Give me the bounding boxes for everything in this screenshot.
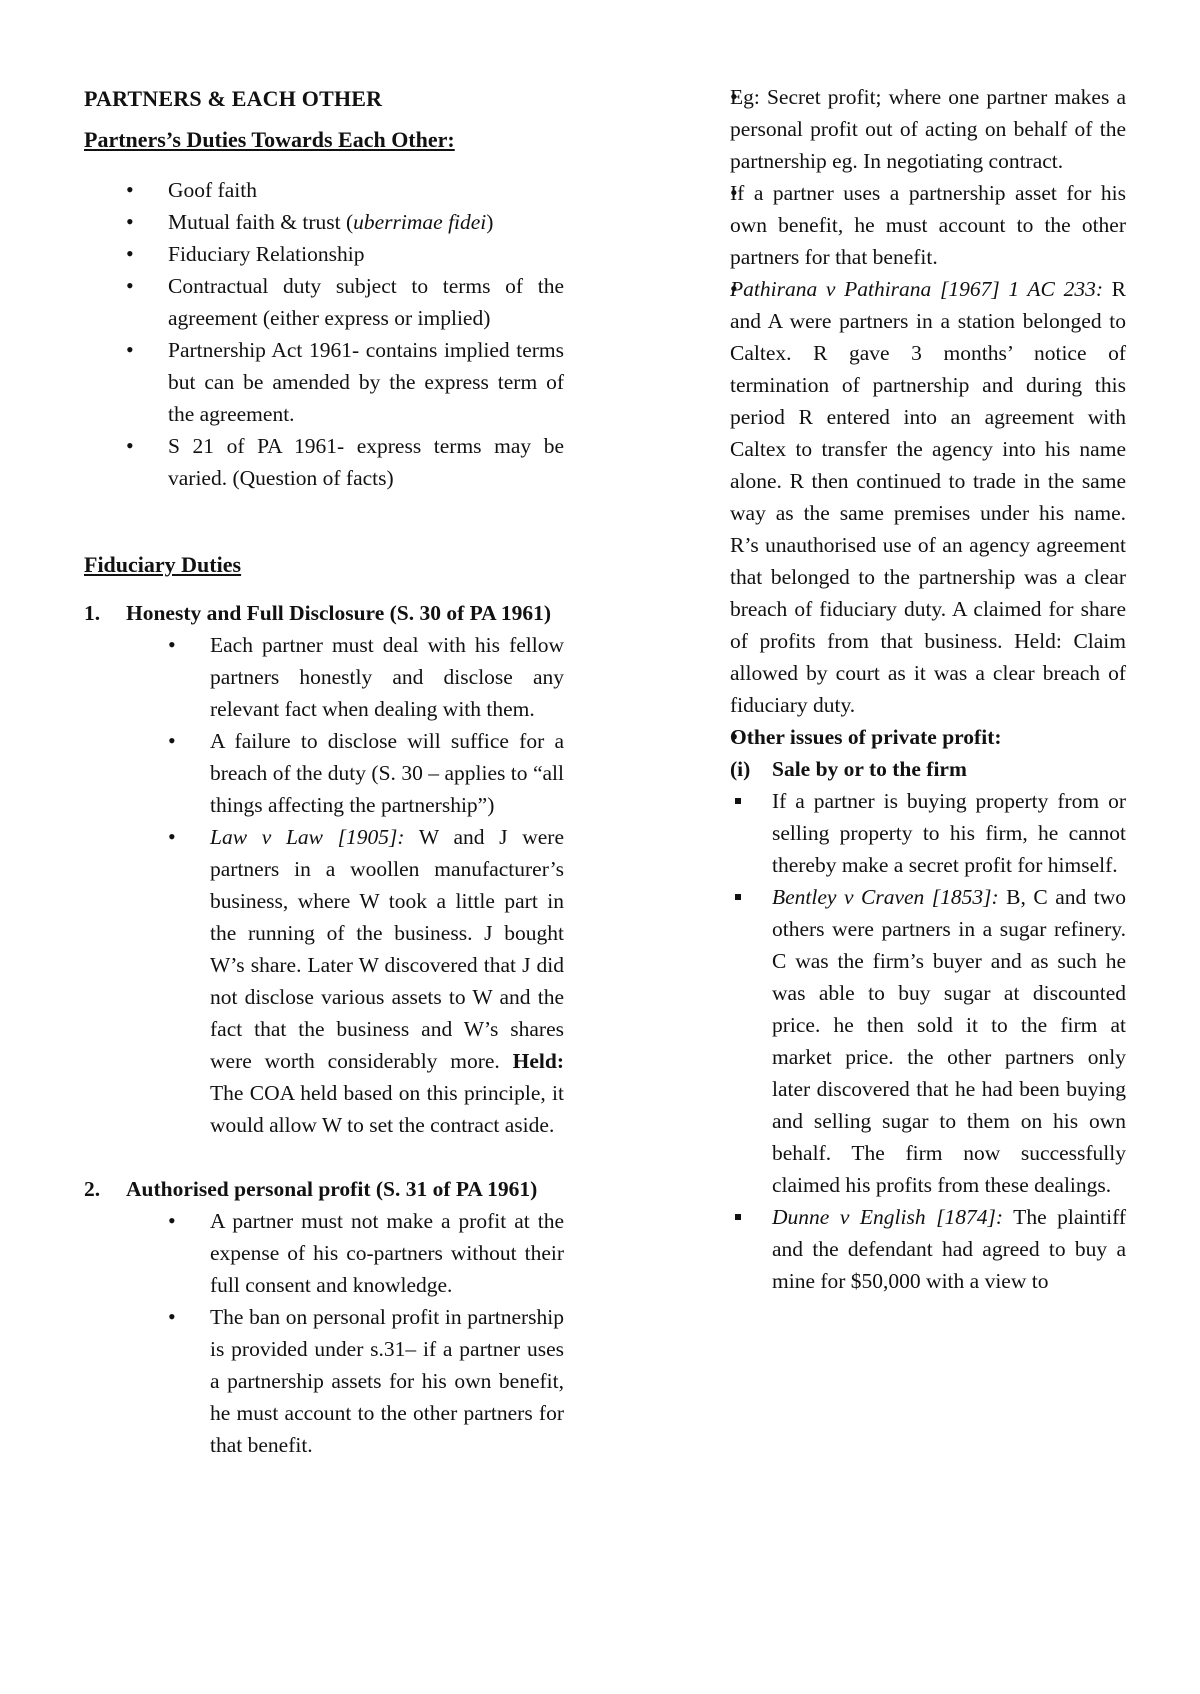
list-item: • Other issues of private profit: <box>688 721 1126 753</box>
page-title: PARTNERS & EACH OTHER <box>84 86 383 111</box>
section-heading-duties: Partners’s Duties Towards Each Other: <box>84 127 455 152</box>
list-item: • The ban on personal profit in partnership is provided under s.31– if a partner uses a partnership assets for his own benefit, he must account to the other partners for that benefit. <box>126 1301 564 1461</box>
list-item: • Contractual duty subject to terms of the agreement (either express or implied) <box>84 270 564 334</box>
list-item: If a partner is buying property from or selling property to his firm, he cannot thereby make a secret profit for himself. <box>688 785 1126 881</box>
case-dunne: Dunne v English [1874]: The plaintiff and the defendant had agreed to buy a mine for $50,000 with a view to <box>688 1201 1126 1297</box>
list-item: • A partner must not make a profit at the expense of his co-partners without their full consent and knowledge. <box>126 1205 564 1301</box>
list-item: • A failure to disclose will suffice for a breach of the duty (S. 30 – applies to “all things affecting the partnership”) <box>126 725 564 821</box>
numbered-heading-1: 1. Honesty and Full Disclosure (S. 30 of PA 1961) <box>84 601 552 625</box>
fiduciary-duties-list <box>84 597 564 1461</box>
list-item: • Partnership Act 1961- contains implied terms but can be amended by the express term of the agreement. <box>84 334 564 430</box>
duties-list <box>84 174 564 494</box>
list-item: • If a partner uses a partnership asset for his own benefit, he must account to the other partners for that benefit. <box>688 177 1126 273</box>
case-bentley: Bentley v Craven [1853]: B, C and two others were partners in a sugar refinery. C was the firm’s buyer and as such he was able to buy sugar at discounted price. he then sold it to the firm at market price. the other partners only later discovered that he had been buying and selling sugar to them on his own behalf. The firm now successfully claimed his profits from these dealings. <box>688 881 1126 1201</box>
list-item: • Fiduciary Relationship <box>84 238 564 270</box>
list-item: • Goof faith <box>84 174 564 206</box>
section-heading-fiduciary: Fiduciary Duties <box>84 552 242 577</box>
list-item: • Mutual faith & trust (uberrimae fidei) <box>84 206 564 238</box>
list-item: • S 21 of PA 1961- express terms may be varied. (Question of facts) <box>84 430 564 494</box>
list-item: • Each partner must deal with his fellow partners honestly and disclose any relevant fact when dealing with them. <box>126 629 564 725</box>
case-law-v-law: • Law v Law [1905]: W and J were partners in a woollen manufacturer’s business, where W took a little part in the running of the business. J bought W’s share. Later W discovered that J did not disclose various assets to W and the fact that the business and W’s shares were worth considerably more. Held: The COA held based on this principle, it would allow W to set the contract aside. <box>126 821 564 1141</box>
right-column <box>688 81 1126 1297</box>
case-pathirana: • Pathirana v Pathirana [1967] 1 AC 233: R and A were partners in a station belonged to Caltex. R gave 3 months’ notice of termination of partnership and during this period R entered into an agreement with Caltex to transfer the agency into his name alone. R then continued to trade in the same way as the same premises under his name. R’s unauthorised use of an agency agreement that belonged to the partnership was a clear breach of fiduciary duty. A claimed for share of profits from that business. Held: Claim allowed by court as it was a clear breach of fiduciary duty. <box>688 273 1126 721</box>
sub-heading-sale: (i) Sale by or to the firm <box>730 757 967 781</box>
numbered-heading-2: 2. Authorised personal profit (S. 31 of PA 1961) <box>84 1177 538 1201</box>
list-item: • Eg: Secret profit; where one partner makes a personal profit out of acting on behalf of the partnership eg. In negotiating contract. <box>688 81 1126 177</box>
